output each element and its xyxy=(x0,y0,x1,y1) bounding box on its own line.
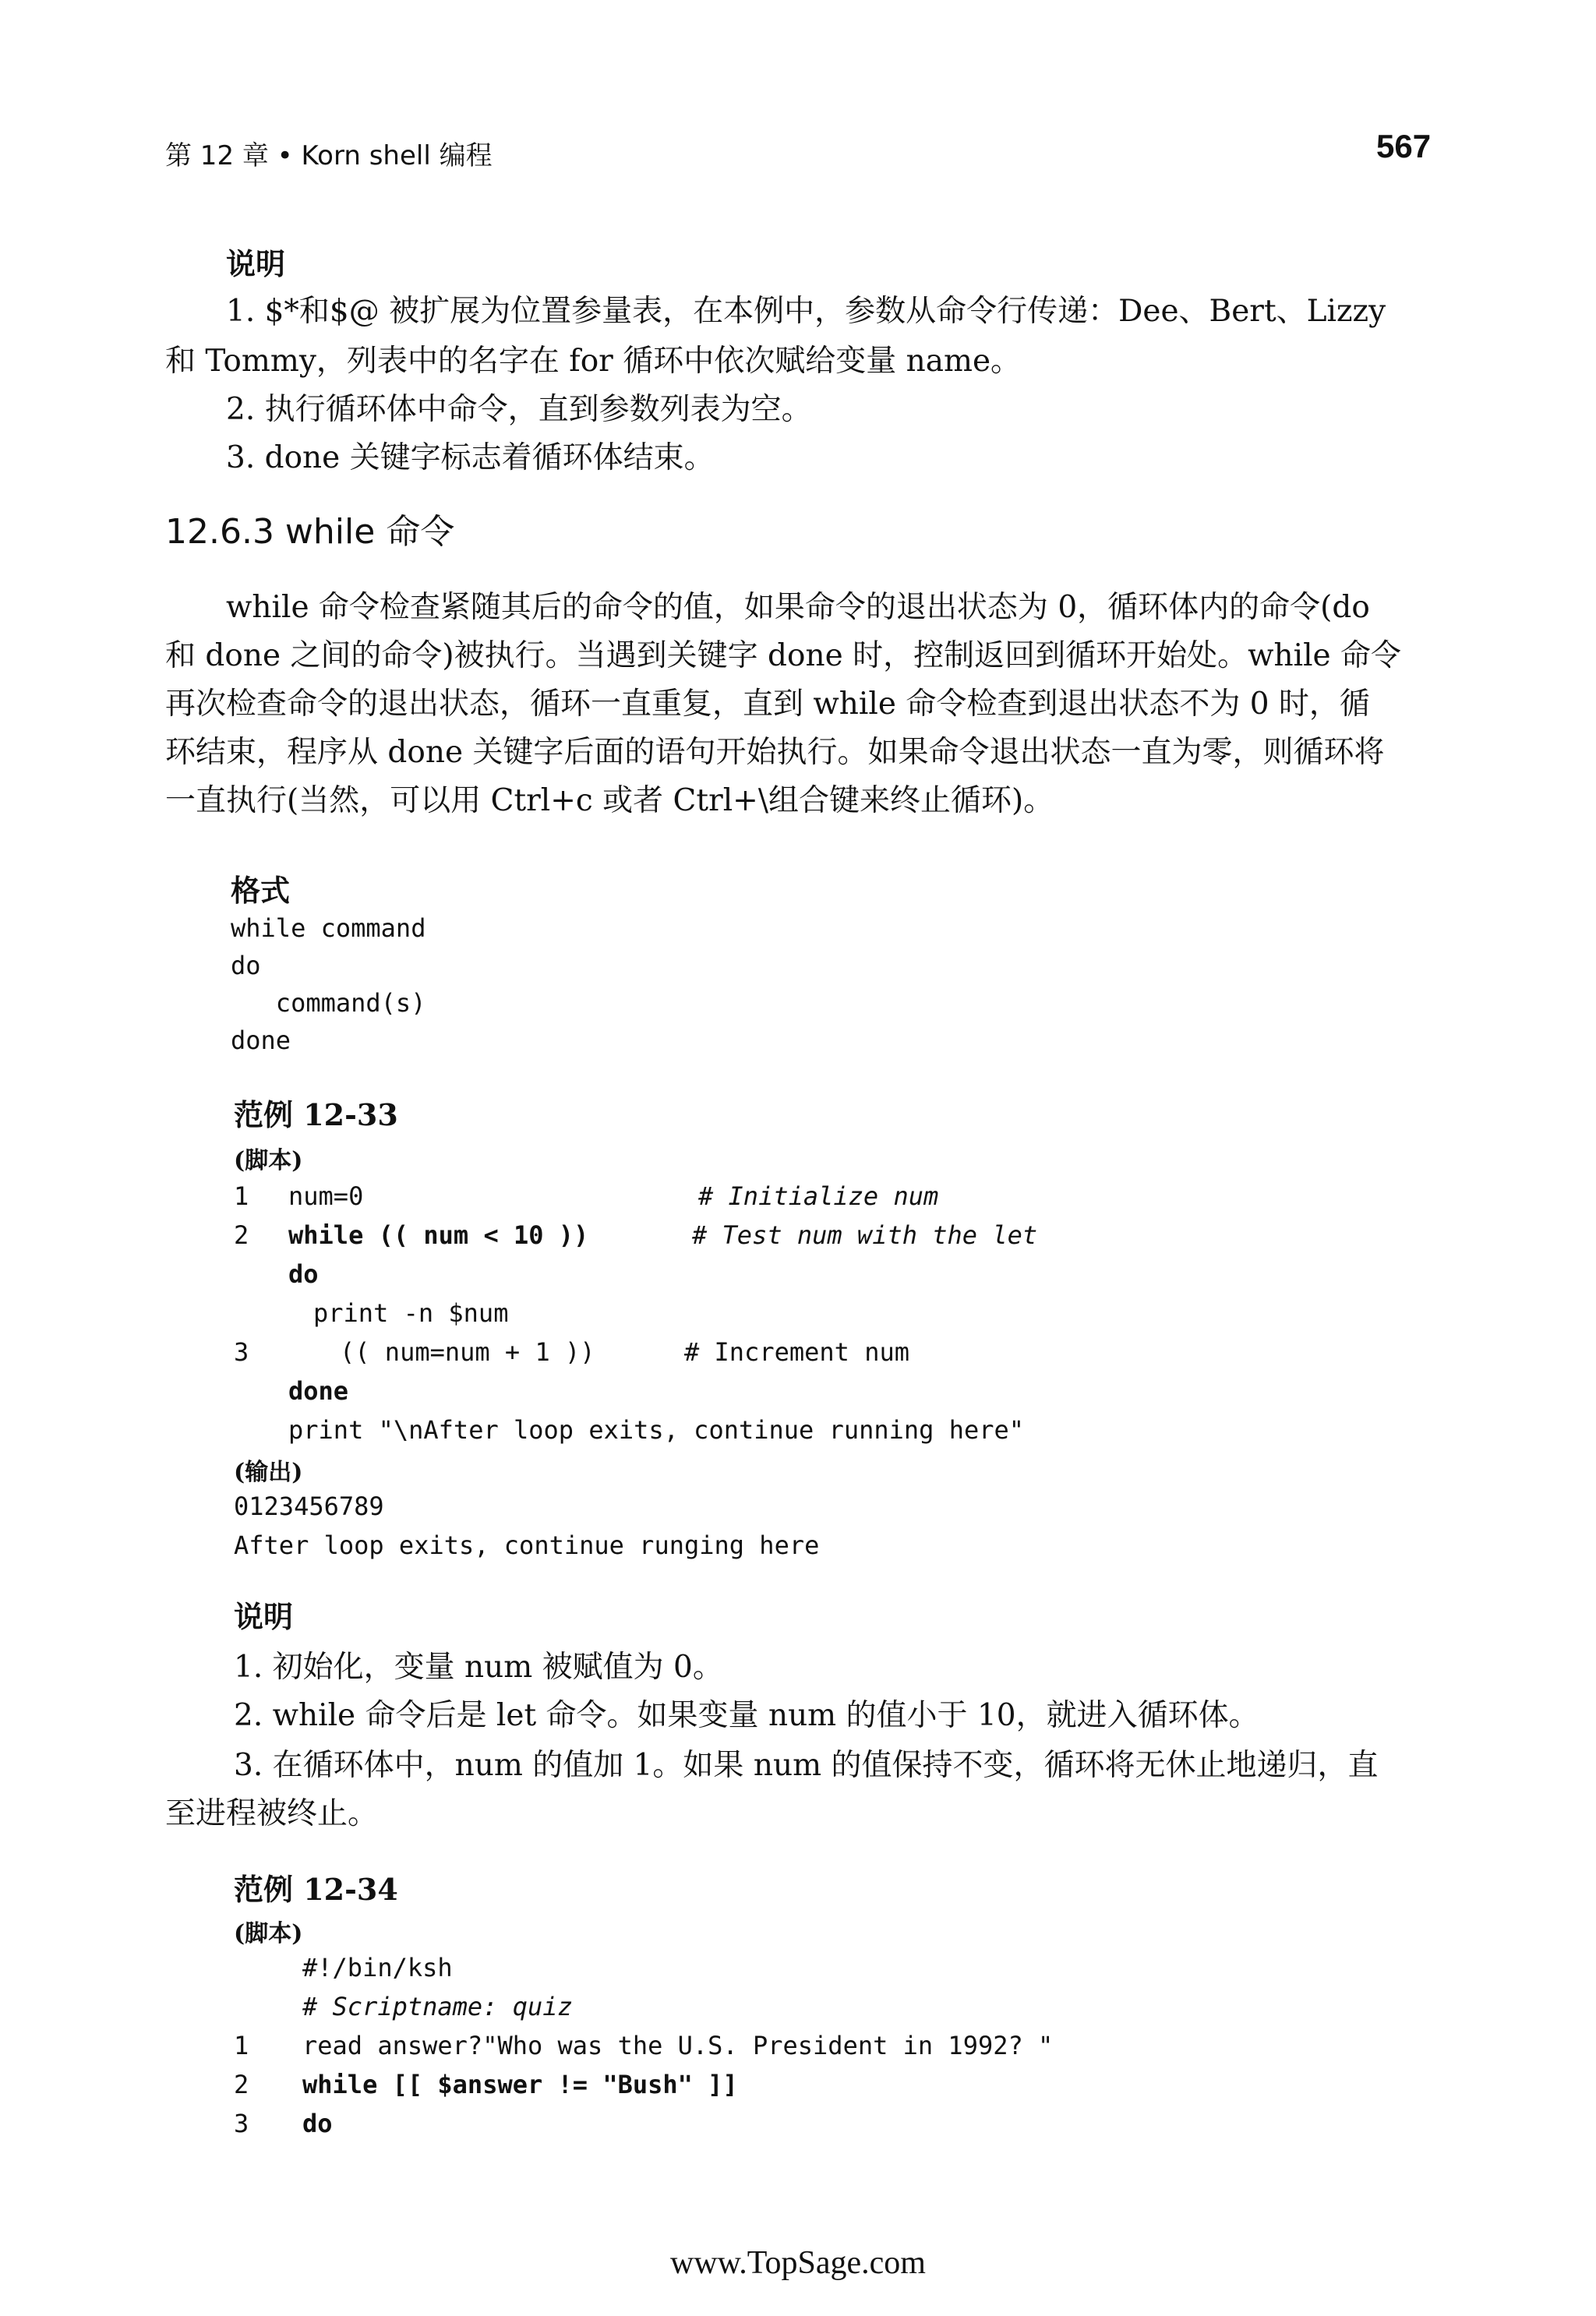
format-label: 格式 xyxy=(231,873,291,908)
note-item: 2. 执行循环体中命令，直到参数列表为空。 xyxy=(226,392,812,427)
example-label: 范例 12-33 xyxy=(234,1097,398,1132)
code-line: done xyxy=(288,1376,349,1406)
code-comment: # Scriptname: quiz xyxy=(302,1992,573,2021)
script-label: (脚本) xyxy=(234,1920,303,1947)
paragraph-line: 环结束，程序从 done 关键字后面的语句开始执行。如果命令退出状态一直为零，则循环将 xyxy=(165,735,1385,770)
note-item: 1. 初始化，变量 num 被赋值为 0。 xyxy=(234,1650,723,1685)
running-header: 第 12 章 • Korn shell 编程 xyxy=(165,140,493,171)
format-line: do xyxy=(231,951,261,980)
script-label: (脚本) xyxy=(234,1147,303,1174)
code-line: while [[ $answer != "Bush" ]] xyxy=(302,2070,738,2099)
line-number: 2 xyxy=(234,1220,249,1250)
note-item-continued: 和 Tommy，列表中的名字在 for 循环中依次赋给变量 name。 xyxy=(165,344,1022,379)
code-line: #!/bin/ksh xyxy=(302,1953,453,1982)
line-number: 1 xyxy=(234,2031,249,2060)
code-line: print -n $num xyxy=(313,1298,509,1328)
code-comment: # Increment num xyxy=(684,1337,909,1367)
line-number: 3 xyxy=(234,2109,249,2138)
note-item: 1. $*和$@ 被扩展为位置参量表，在本例中，参数从命令行传递：Dee、Bert、Lizzy xyxy=(226,294,1386,329)
paragraph-line: 一直执行(当然，可以用 Ctrl+c 或者 Ctrl+\组合键来终止循环)。 xyxy=(165,783,1054,818)
line-number: 1 xyxy=(234,1181,249,1211)
note-item: 3. 在循环体中，num 的值加 1。如果 num 的值保持不变，循环将无休止地递归，直 xyxy=(234,1748,1379,1783)
code-line: do xyxy=(302,2109,333,2138)
output-line: After loop exits, continue runging here xyxy=(234,1530,820,1560)
line-number: 2 xyxy=(234,2070,249,2099)
note-item: 3. done 关键字标志着循环体结束。 xyxy=(226,440,715,475)
code-line: while (( num < 10 )) xyxy=(288,1220,589,1250)
code-line: num=0 xyxy=(288,1181,364,1211)
paragraph-line: 再次检查命令的退出状态，循环一直重复，直到 while 命令检查到退出状态不为 0 时，循 xyxy=(165,687,1370,722)
format-line: done xyxy=(231,1026,291,1055)
code-line: (( num=num + 1 )) xyxy=(340,1337,595,1367)
paragraph-line: while 命令检查紧随其后的命令的值，如果命令的退出状态为 0，循环体内的命令(do xyxy=(226,590,1370,625)
note-label: 说明 xyxy=(226,246,286,281)
output-label: (输出) xyxy=(234,1459,303,1486)
code-line: do xyxy=(288,1259,319,1289)
note-label: 说明 xyxy=(234,1599,294,1634)
line-number: 3 xyxy=(234,1337,249,1367)
code-line: read answer?"Who was the U.S. President in 1992? " xyxy=(302,2031,1054,2060)
footer-url: www.TopSage.com xyxy=(670,2245,926,2281)
note-item: 2. while 命令后是 let 命令。如果变量 num 的值小于 10，就进入循环体。 xyxy=(234,1698,1259,1733)
paragraph-line: 和 done 之间的命令)被执行。当遇到关键字 done 时，控制返回到循环开始处。while 命令 xyxy=(165,638,1402,673)
page-number: 567 xyxy=(1376,128,1432,164)
code-comment: # Test num with the let xyxy=(692,1220,1038,1250)
section-heading: 12.6.3 while 命令 xyxy=(165,512,455,552)
note-item-continued: 至进程被终止。 xyxy=(165,1796,379,1831)
code-line: print "\nAfter loop exits, continue running here" xyxy=(288,1415,1025,1445)
format-line: while command xyxy=(231,913,426,943)
code-comment: # Initialize num xyxy=(698,1181,939,1211)
example-label: 范例 12-34 xyxy=(234,1872,398,1907)
format-line: command(s) xyxy=(231,988,426,1018)
output-line: 0123456789 xyxy=(234,1492,384,1521)
